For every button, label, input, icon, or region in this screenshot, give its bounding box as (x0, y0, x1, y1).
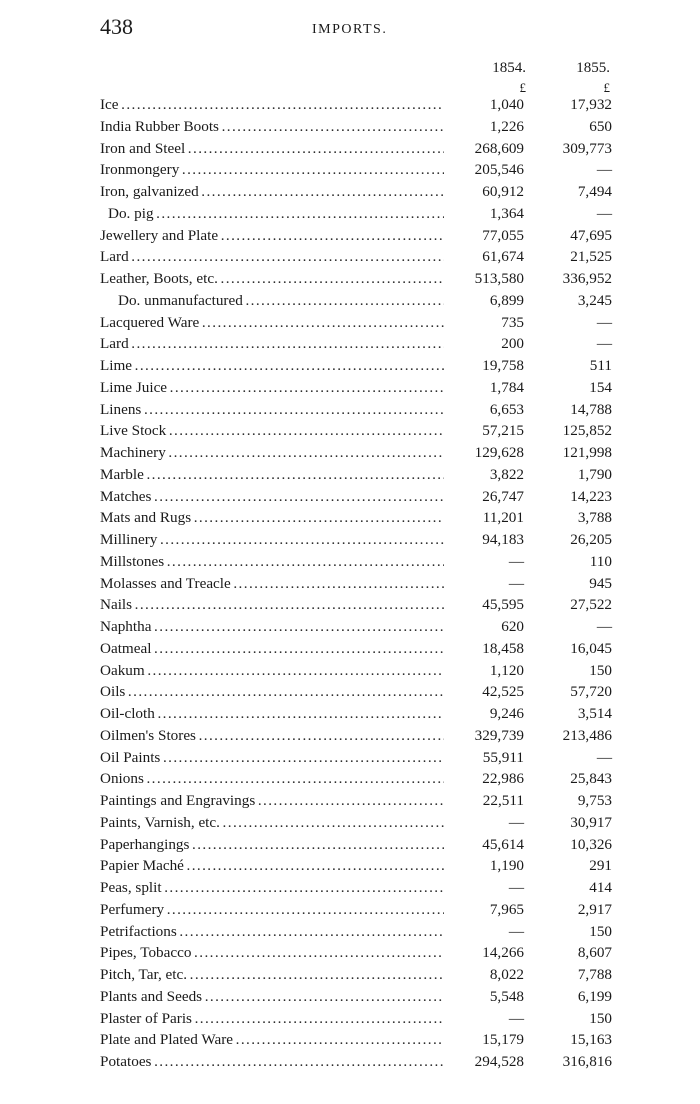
value-1854: 1,040 (489, 96, 524, 113)
row-label: Molasses and Treacle . . . (100, 573, 444, 595)
table-row (100, 594, 612, 616)
row-label: Jewellery and Plate . . . (100, 225, 444, 247)
row-label: Mats and Rugs . . . (100, 507, 444, 529)
table-row (100, 855, 612, 877)
table-row (100, 681, 612, 703)
row-label: Lime . . . (100, 355, 444, 377)
row-label: Lard . . . (100, 246, 444, 268)
table-row (100, 246, 612, 268)
table-row (100, 1029, 612, 1051)
value-1854: 42,525 (482, 683, 524, 701)
value-1854: 735 (501, 313, 524, 331)
value-1854: — (508, 922, 524, 940)
table-row (100, 942, 612, 964)
value-1855: — (596, 204, 612, 222)
row-label: Matches . . . (100, 486, 444, 508)
value-1855: 291 (589, 857, 612, 875)
row-label: Lime Juice . . . (100, 377, 444, 399)
row-label: Pitch, Tar, etc. . . . (100, 964, 444, 986)
column-header-1854: 1854. (492, 60, 526, 76)
value-1854: 19,758 (482, 357, 524, 374)
value-1854: 26,747 (482, 487, 524, 505)
value-1855: 15,163 (570, 1031, 612, 1049)
value-1854: 6,899 (489, 291, 524, 309)
value-1854: 55,911 (482, 748, 524, 766)
value-1854: — (508, 552, 524, 570)
value-1854: 1,364 (489, 204, 524, 222)
value-1855: 21,525 (570, 248, 612, 266)
row-label: Live Stock . . . (100, 420, 444, 442)
value-1855: — (596, 618, 612, 635)
value-1854: 18,458 (482, 639, 524, 657)
table-row (100, 834, 612, 856)
row-label: Oakum . . . (100, 660, 444, 682)
value-1854: 22,511 (482, 792, 524, 809)
table-row (100, 899, 612, 921)
value-1854: 9,246 (489, 705, 524, 722)
table-row (100, 703, 612, 725)
row-label: Potatoes . . . (100, 1051, 444, 1073)
table-row (100, 790, 612, 812)
value-1855: 14,788 (570, 400, 612, 418)
value-1855: 6,199 (577, 987, 612, 1005)
table-row (100, 203, 612, 225)
value-1855: 25,843 (570, 770, 612, 788)
row-label: Do. pig . . . (100, 203, 444, 225)
table-row (100, 333, 612, 355)
row-label: India Rubber Boots . . . (100, 116, 444, 138)
table-row (100, 116, 612, 138)
row-label: Petrifactions . . . (100, 921, 444, 943)
value-1854: 329,739 (474, 726, 524, 744)
row-label: Lacquered Ware . . . (100, 312, 444, 334)
imports-table (100, 94, 612, 1073)
table-row (100, 660, 612, 682)
value-1854: 11,201 (482, 509, 524, 527)
value-1854: 77,055 (482, 226, 524, 244)
value-1855: 3,788 (577, 509, 612, 527)
table-row (100, 464, 612, 486)
table-row (100, 725, 612, 747)
column-unit-1854: £ (519, 80, 526, 95)
row-label: Linens . . . (100, 399, 444, 421)
value-1855: 16,045 (570, 639, 612, 657)
row-label: Leather, Boots, etc. . . . (100, 268, 444, 290)
value-1855: 7,788 (577, 966, 612, 983)
value-1855: 650 (589, 117, 612, 135)
row-label: Millstones . . . (100, 551, 444, 573)
value-1854: — (508, 813, 524, 831)
value-1854: 60,912 (482, 183, 524, 200)
value-1854: 513,580 (474, 270, 524, 287)
column-unit-1855: £ (603, 80, 610, 95)
value-1854: 1,226 (489, 117, 524, 135)
value-1855: 14,223 (570, 487, 612, 505)
value-1855: 309,773 (562, 139, 612, 157)
value-1854: 5,548 (489, 987, 524, 1005)
value-1855: 125,852 (562, 422, 612, 440)
table-row (100, 159, 612, 181)
row-label: Oatmeal . . . (100, 638, 444, 660)
value-1855: 7,494 (577, 183, 612, 200)
value-1854: 15,179 (482, 1031, 524, 1049)
table-row (100, 616, 612, 638)
row-label: Plants and Seeds . . . (100, 986, 444, 1008)
table-row (100, 442, 612, 464)
row-label: Peas, split . . . (100, 877, 444, 899)
value-1855: 150 (589, 922, 612, 940)
row-label: Plaster of Paris . . . (100, 1008, 444, 1030)
table-row (100, 420, 612, 442)
page-title: IMPORTS. (312, 22, 388, 37)
value-1854: 57,215 (482, 422, 524, 440)
value-1855: 154 (589, 378, 612, 396)
page-number: 438 (100, 14, 133, 39)
row-label: Oil-cloth . . . (100, 703, 444, 725)
value-1854: 14,266 (482, 944, 524, 962)
table-row (100, 573, 612, 595)
value-1855: 2,917 (577, 900, 612, 918)
row-label: Ironmongery . . . (100, 159, 444, 181)
value-1855: — (596, 161, 612, 179)
value-1854: 61,674 (482, 248, 524, 266)
table-row (100, 181, 612, 203)
table-row (100, 768, 612, 790)
table-row (100, 747, 612, 769)
table-row (100, 812, 612, 834)
value-1855: 9,753 (577, 792, 612, 809)
value-1854: 8,022 (489, 966, 524, 983)
row-label: Millinery . . . (100, 529, 444, 551)
row-label: Papier Maché . . . (100, 855, 444, 877)
row-label: Marble . . . (100, 464, 444, 486)
table-row (100, 486, 612, 508)
value-1854: 22,986 (482, 770, 524, 788)
row-label: Onions . . . (100, 768, 444, 790)
column-header-1855: 1855. (576, 60, 610, 76)
table-row (100, 312, 612, 334)
value-1854: 268,609 (474, 139, 524, 157)
row-label: Paintings and Engravings . . . (100, 790, 444, 812)
value-1854: 1,120 (489, 661, 524, 679)
table-row (100, 377, 612, 399)
table-row (100, 877, 612, 899)
value-1854: 294,528 (474, 1053, 524, 1070)
value-1854: — (508, 879, 524, 896)
row-label: Machinery . . . (100, 442, 444, 464)
value-1855: — (596, 748, 612, 766)
value-1855: 8,607 (577, 944, 612, 962)
row-label: Iron, galvanized . . . (100, 181, 444, 203)
table-row (100, 638, 612, 660)
value-1854: 1,190 (489, 857, 524, 875)
value-1855: 150 (589, 661, 612, 679)
value-1855: 47,695 (570, 226, 612, 244)
value-1855: 1,790 (577, 465, 612, 483)
row-label: Oilmen's Stores . . . (100, 725, 444, 747)
row-label: Ice . . . (100, 94, 444, 116)
value-1854: 129,628 (474, 444, 524, 461)
value-1854: — (508, 1009, 524, 1027)
table-row (100, 986, 612, 1008)
value-1855: 945 (589, 574, 612, 592)
value-1855: 30,917 (570, 813, 612, 831)
table-row (100, 529, 612, 551)
table-row (100, 290, 612, 312)
value-1854: 205,546 (474, 161, 524, 179)
value-1855: 414 (589, 879, 612, 896)
value-1855: 110 (589, 552, 612, 570)
value-1855: 27,522 (570, 596, 612, 614)
row-label: Iron and Steel . . . (100, 138, 444, 160)
value-1854: 200 (501, 335, 524, 353)
value-1854: 7,965 (489, 900, 524, 918)
value-1855: 26,205 (570, 531, 612, 548)
value-1854: 620 (501, 618, 524, 635)
row-label: Lard . . . (100, 333, 444, 355)
row-label: Oils . . . (100, 681, 444, 703)
value-1854: 6,653 (489, 400, 524, 418)
row-label: Naphtha . . . (100, 616, 444, 638)
table-row (100, 399, 612, 421)
row-label: Nails . . . (100, 594, 444, 616)
row-label: Oil Paints . . . (100, 747, 444, 769)
row-label: Paints, Varnish, etc. . . . (100, 812, 444, 834)
table-row (100, 964, 612, 986)
value-1855: 10,326 (570, 835, 612, 853)
value-1855: — (596, 313, 612, 331)
value-1854: 45,614 (482, 835, 524, 853)
value-1854: 3,822 (489, 465, 524, 483)
value-1855: 57,720 (570, 683, 612, 701)
table-row (100, 551, 612, 573)
value-1855: 316,816 (562, 1053, 612, 1070)
value-1855: 121,998 (562, 444, 612, 461)
table-row (100, 138, 612, 160)
row-label: Paperhangings . . . (100, 834, 444, 856)
table-row (100, 94, 612, 116)
table-row (100, 921, 612, 943)
table-row (100, 355, 612, 377)
row-label: Plate and Plated Ware . . . (100, 1029, 444, 1051)
table-row (100, 1051, 612, 1073)
table-row (100, 225, 612, 247)
value-1854: 45,595 (482, 596, 524, 614)
value-1855: — (596, 335, 612, 353)
row-label: Do. unmanufactured . . . (100, 290, 444, 312)
value-1855: 336,952 (562, 270, 612, 287)
table-row (100, 507, 612, 529)
row-label: Pipes, Tobacco . . . (100, 942, 444, 964)
row-label: Perfumery . . . (100, 899, 444, 921)
value-1855: 213,486 (562, 726, 612, 744)
value-1854: 1,784 (489, 378, 524, 396)
value-1854: — (508, 574, 524, 592)
value-1855: 511 (589, 357, 612, 374)
table-row (100, 268, 612, 290)
table-row (100, 1008, 612, 1030)
value-1855: 3,245 (577, 291, 612, 309)
value-1855: 17,932 (570, 96, 612, 113)
value-1855: 150 (589, 1009, 612, 1027)
value-1855: 3,514 (577, 705, 612, 722)
value-1854: 94,183 (482, 531, 524, 548)
